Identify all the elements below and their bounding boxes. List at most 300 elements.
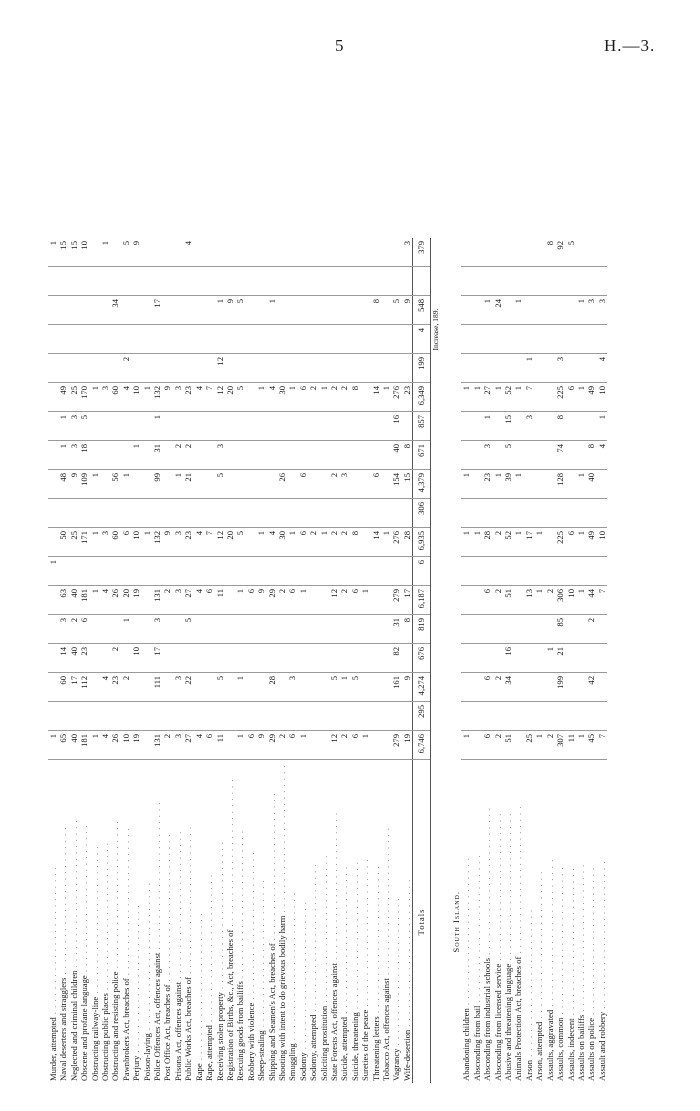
value-cell (79, 325, 89, 354)
value-cell (360, 383, 370, 412)
value-cell: 2 (493, 673, 503, 702)
value-cell: 49 (58, 383, 68, 412)
value-cell (298, 267, 308, 296)
value-cell: 5 (235, 296, 245, 325)
value-cell: 1 (493, 383, 503, 412)
value-cell (183, 644, 193, 673)
offence-label: Rape . . . . . . . . . . . . . . . . . . . . . . . . (193, 912, 204, 1081)
value-cell (90, 499, 100, 528)
value-cell (461, 325, 471, 354)
value-cell: 2 (162, 731, 172, 760)
increase-note: Increase, 189. (430, 308, 440, 351)
value-cell (121, 499, 131, 528)
value-cell: 3 (173, 383, 183, 412)
value-cell (319, 296, 329, 325)
value-cell (225, 731, 235, 760)
value-cell: 4 (100, 586, 110, 615)
dot-leader: . . . . . . . . . . . . . . . . . . . . . . . . (58, 826, 69, 978)
value-cell (235, 238, 245, 267)
value-cell: 5 (503, 441, 513, 470)
value-cell: 109 (79, 470, 89, 499)
value-cell: 1 (319, 528, 329, 557)
value-cell (90, 673, 100, 702)
value-cell: 3 (173, 586, 183, 615)
table-body-main (48, 238, 413, 1083)
value-cell (371, 238, 381, 267)
value-cell (183, 412, 193, 441)
value-cell (586, 702, 596, 731)
offence-label: Prisons Act, offences against . . . . . . . . . . . . . . . . . . . . . . . . (172, 830, 183, 1081)
value-cell: 16 (503, 644, 513, 673)
value-cell (513, 557, 523, 586)
value-cell: 2 (339, 731, 349, 760)
value-cell (152, 557, 162, 586)
value-cell (58, 325, 68, 354)
value-cell (513, 615, 523, 644)
value-cell: 3 (586, 296, 596, 325)
total-cell: 548 (413, 296, 430, 325)
value-cell (503, 557, 513, 586)
value-cell (576, 412, 586, 441)
value-cell: 8 (402, 441, 413, 470)
value-cell: 1 (513, 383, 523, 412)
value-cell: 14 (58, 644, 68, 673)
value-cell: 40 (586, 470, 596, 499)
value-cell (360, 673, 370, 702)
value-cell (204, 325, 214, 354)
value-cell: 23 (110, 673, 120, 702)
value-cell (58, 296, 68, 325)
value-cell: 82 (391, 644, 401, 673)
value-cell: 17 (152, 296, 162, 325)
value-cell: 181 (79, 731, 89, 760)
value-cell: 21 (555, 644, 565, 673)
offence-label: Soliciting prostitution . . . . . . . . . . . . . . . . . . . . . . . . (318, 854, 329, 1081)
value-cell (204, 267, 214, 296)
value-cell: 1 (256, 383, 266, 412)
value-cell: 11 (215, 731, 225, 760)
value-cell (391, 238, 401, 267)
table-row (48, 238, 58, 1083)
value-cell: 40 (391, 441, 401, 470)
dot-leader: . . . . . . . . . . . . . . . . . . . . . . . . (391, 897, 402, 1049)
value-cell: 1 (493, 470, 503, 499)
value-cell (142, 586, 152, 615)
value-cell (142, 296, 152, 325)
value-cell (308, 412, 318, 441)
value-cell (256, 499, 266, 528)
value-cell: 3 (524, 412, 534, 441)
table-row (360, 238, 370, 1083)
value-cell: 1 (298, 586, 308, 615)
dot-leader: . . . . . . . . . . . . . . . . . . . . . . . . (266, 792, 277, 944)
value-cell (121, 325, 131, 354)
offence-label: Arson . . . . . . . . . . . . . . . . . . . . . . . . (523, 908, 534, 1081)
value-cell (524, 615, 534, 644)
value-cell (256, 412, 266, 441)
blank-cell (430, 412, 441, 441)
dot-leader: . . . . . . . . . . . . . . . . . . . . . . . . (48, 866, 58, 1018)
value-cell: 16 (391, 412, 401, 441)
value-cell (204, 412, 214, 441)
value-cell (100, 267, 110, 296)
page-number: 5 (335, 36, 344, 55)
value-cell (555, 557, 565, 586)
value-cell (586, 557, 596, 586)
value-cell (277, 238, 287, 267)
value-cell (48, 296, 58, 325)
value-cell (58, 702, 68, 731)
value-cell: 1 (235, 586, 245, 615)
value-cell (162, 499, 172, 528)
value-cell (100, 296, 110, 325)
value-cell: 8 (545, 238, 555, 267)
value-cell (555, 499, 565, 528)
value-cell: 5 (121, 238, 131, 267)
value-cell (329, 238, 339, 267)
offence-label: Obstructing public places . . . . . . . . . . . . . . . . . . . . . . . . (100, 842, 111, 1081)
blank-cell (430, 470, 441, 499)
value-cell (194, 673, 204, 702)
value-cell (534, 615, 544, 644)
value-cell (513, 586, 523, 615)
table-row (555, 238, 565, 1083)
value-cell (566, 441, 576, 470)
value-cell: 4 (194, 383, 204, 412)
value-cell (381, 296, 391, 325)
value-cell: 3 (287, 673, 297, 702)
value-cell: 131 (152, 586, 162, 615)
value-cell (360, 296, 370, 325)
value-cell: 3 (100, 383, 110, 412)
value-cell: 23 (183, 383, 193, 412)
value-cell: 40 (69, 586, 79, 615)
value-cell: 18 (79, 441, 89, 470)
value-cell (173, 354, 183, 383)
value-cell: 20 (121, 586, 131, 615)
offence-label: Sodomy . . . . . . . . . . . . . . . . . . . . . . . . (297, 901, 308, 1081)
value-cell (472, 615, 482, 644)
value-cell (391, 702, 401, 731)
value-cell (461, 412, 471, 441)
value-cell (48, 615, 58, 644)
value-cell (90, 644, 100, 673)
value-cell (298, 644, 308, 673)
value-cell: 1 (121, 470, 131, 499)
value-cell (246, 615, 256, 644)
value-cell (524, 470, 534, 499)
value-cell (277, 673, 287, 702)
table-row (246, 238, 256, 1083)
value-cell: 132 (152, 528, 162, 557)
offence-label: Sureties of the peace . . . . . . . . . . . . . . . . . . . . . . . . (360, 858, 371, 1081)
value-cell (472, 702, 482, 731)
value-cell (329, 557, 339, 586)
value-cell: 1 (576, 296, 586, 325)
value-cell (131, 354, 141, 383)
value-cell (360, 354, 370, 383)
value-cell (524, 441, 534, 470)
value-cell (472, 644, 482, 673)
value-cell (194, 615, 204, 644)
value-cell: 170 (79, 383, 89, 412)
value-cell (90, 702, 100, 731)
value-cell (235, 441, 245, 470)
value-cell: 6 (298, 528, 308, 557)
blank-cell (430, 354, 441, 383)
value-cell (267, 238, 277, 267)
value-cell (381, 731, 391, 760)
value-cell: 9 (69, 470, 79, 499)
value-cell (513, 702, 523, 731)
offence-label: Absconding from industrial schools . . . . . . . . . . . . . . . . . . . . . . . . (482, 806, 493, 1081)
value-cell (524, 702, 534, 731)
blank-cell (430, 702, 441, 731)
value-cell (142, 499, 152, 528)
table-row (235, 238, 245, 1083)
totals-label: Totals (413, 760, 430, 1084)
dot-leader: . . . . . . . . . . . . . . . . . . . . . . . . (183, 825, 194, 978)
value-cell (246, 702, 256, 731)
value-cell (381, 557, 391, 586)
value-cell: 1 (48, 238, 58, 267)
value-cell (235, 267, 245, 296)
value-cell: 1 (513, 296, 523, 325)
value-cell: 6 (121, 528, 131, 557)
total-cell: 6 (413, 557, 430, 586)
value-cell (308, 325, 318, 354)
dot-leader: . . . . . . . . . . . . . . . . . . . . . . . . (555, 866, 566, 1018)
value-cell (121, 412, 131, 441)
table-row (277, 238, 287, 1083)
value-cell: 21 (183, 470, 193, 499)
value-cell (576, 557, 586, 586)
value-cell (256, 470, 266, 499)
dot-leader: . . . . . . . . . . . . . . . . . . . . . . . . (544, 858, 555, 1010)
value-cell: 5 (183, 615, 193, 644)
table-row (110, 238, 120, 1083)
value-cell (256, 615, 266, 644)
value-cell (566, 412, 576, 441)
value-cell (482, 238, 492, 267)
value-cell (79, 499, 89, 528)
value-cell (256, 267, 266, 296)
total-cell: 857 (413, 412, 430, 441)
table-row (586, 238, 596, 1083)
offence-label: Suicide, threatening . . . . . . . . . . . . . . . . . . . . . . . . (349, 861, 360, 1081)
value-cell: 7 (204, 383, 214, 412)
value-cell (482, 325, 492, 354)
value-cell: 45 (586, 731, 596, 760)
value-cell (534, 238, 544, 267)
value-cell (162, 325, 172, 354)
value-cell (472, 586, 482, 615)
value-cell (493, 615, 503, 644)
value-cell (524, 644, 534, 673)
value-cell (339, 499, 349, 528)
value-cell (194, 702, 204, 731)
blank-cell (430, 441, 441, 470)
value-cell (513, 441, 523, 470)
value-cell: 23 (79, 644, 89, 673)
value-cell (319, 325, 329, 354)
value-cell: 1 (256, 528, 266, 557)
value-cell: 1 (472, 383, 482, 412)
dot-leader: . . . . . . . . . . . . . . . . . . . . . . . . (193, 912, 204, 1064)
value-cell (319, 644, 329, 673)
value-cell: 1 (287, 383, 297, 412)
value-cell (503, 267, 513, 296)
dot-leader: . . . . . . . . . . . . . . . . . . . . . . . . (401, 878, 412, 1030)
value-cell (350, 354, 360, 383)
dot-leader: . . . . . . . . . . . . . . . . . . . . . . . . (256, 879, 267, 1031)
value-cell (194, 412, 204, 441)
value-cell (162, 267, 172, 296)
table-row (162, 238, 172, 1083)
value-cell (162, 644, 172, 673)
value-cell: 1 (142, 528, 152, 557)
offence-label: Absconding from bail . . . . . . . . . . . . . . . . . . . . . . . . (471, 854, 482, 1081)
value-cell (371, 731, 381, 760)
dot-leader: . . . . . . . . . . . . . . . . . . . . . . . . (68, 819, 79, 971)
value-cell (319, 267, 329, 296)
value-cell: 1 (298, 731, 308, 760)
total-cell (413, 267, 430, 296)
value-cell (173, 296, 183, 325)
document-code: H.—3. (604, 36, 656, 55)
value-cell: 1 (267, 296, 277, 325)
value-cell (545, 354, 555, 383)
value-cell: 3 (339, 470, 349, 499)
value-cell (402, 412, 413, 441)
value-cell: 5 (215, 470, 225, 499)
value-cell (545, 267, 555, 296)
value-cell (183, 325, 193, 354)
value-cell (162, 557, 172, 586)
value-cell: 20 (225, 528, 235, 557)
value-cell (277, 644, 287, 673)
value-cell (298, 412, 308, 441)
value-cell (566, 354, 576, 383)
blank-cell (430, 383, 441, 412)
value-cell: 1 (482, 296, 492, 325)
value-cell (204, 238, 214, 267)
value-cell: 19 (402, 731, 413, 760)
value-cell (597, 615, 607, 644)
value-cell (162, 238, 172, 267)
value-cell: 28 (267, 673, 277, 702)
value-cell (298, 296, 308, 325)
value-cell (100, 441, 110, 470)
value-cell: 225 (555, 528, 565, 557)
dot-leader: . . . . . . . . . . . . . . . . . . . . . . . . (308, 863, 319, 1015)
table-row (482, 238, 492, 1083)
value-cell (493, 267, 503, 296)
offence-label: Wife-desertion . . . . . . . . . . . . . . . . . . . . . . . . (401, 878, 412, 1081)
value-cell (246, 441, 256, 470)
value-cell: 1 (534, 731, 544, 760)
value-cell (534, 267, 544, 296)
value-cell (360, 528, 370, 557)
offence-label: Robbery with violence . . . . . . . . . . . . . . . . . . . . . . . . (245, 851, 256, 1081)
value-cell (235, 325, 245, 354)
table-row (100, 238, 110, 1083)
value-cell: 1 (58, 441, 68, 470)
value-cell (215, 325, 225, 354)
value-cell (298, 615, 308, 644)
offence-label: Abusive and threatening language . . . . . . . . . . . . . . . . . . . . . . . . (503, 812, 514, 1081)
value-cell (308, 615, 318, 644)
value-cell: 2 (277, 586, 287, 615)
value-cell (524, 296, 534, 325)
value-cell (503, 296, 513, 325)
value-cell (194, 499, 204, 528)
offence-label: Receiving stolen property . . . . . . . . . . . . . . . . . . . . . . . . (214, 841, 225, 1081)
value-cell (566, 470, 576, 499)
value-cell (142, 731, 152, 760)
value-cell (472, 499, 482, 528)
value-cell: 171 (79, 528, 89, 557)
value-cell (110, 557, 120, 586)
dot-leader: . . . . . . . . . . . . . . . . . . . . . . . . (370, 865, 381, 1017)
value-cell: 1 (545, 644, 555, 673)
value-cell (173, 557, 183, 586)
blank-cell (430, 586, 441, 615)
value-cell: 1 (100, 238, 110, 267)
value-cell (350, 267, 360, 296)
value-cell (142, 615, 152, 644)
value-cell (472, 325, 482, 354)
value-cell (534, 441, 544, 470)
value-cell (371, 412, 381, 441)
value-cell (58, 354, 68, 383)
value-cell (319, 238, 329, 267)
value-cell (215, 499, 225, 528)
value-cell (472, 296, 482, 325)
value-cell (576, 441, 586, 470)
value-cell (339, 557, 349, 586)
value-cell: 8 (586, 441, 596, 470)
value-cell (100, 644, 110, 673)
offence-label: Rape, attempted . . . . . . . . . . . . . . . . . . . . . . . . (204, 874, 215, 1081)
value-cell (545, 528, 555, 557)
value-cell (121, 557, 131, 586)
value-cell (110, 354, 120, 383)
dot-leader: . . . . . . . . . . . . . . . . . . . . . . . . (565, 867, 576, 1019)
dot-leader: . . . . . . . . . . . . . . . . . . . . . . . . (513, 805, 524, 957)
value-cell: 4 (267, 383, 277, 412)
value-cell: 279 (391, 586, 401, 615)
value-cell: 6 (350, 731, 360, 760)
value-cell: 2 (339, 383, 349, 412)
value-cell (360, 325, 370, 354)
value-cell (235, 557, 245, 586)
value-cell (48, 702, 58, 731)
value-cell: 1 (90, 528, 100, 557)
value-cell (267, 644, 277, 673)
value-cell (371, 354, 381, 383)
offences-table (48, 238, 607, 1083)
offence-label: Post Office Act, breaches of . . . . . . . . . . . . . . . . . . . . . . . . (162, 833, 173, 1081)
value-cell: 1 (215, 296, 225, 325)
value-cell (461, 441, 471, 470)
value-cell (482, 615, 492, 644)
value-cell (69, 557, 79, 586)
value-cell (277, 441, 287, 470)
value-cell (339, 267, 349, 296)
value-cell (482, 499, 492, 528)
value-cell (121, 702, 131, 731)
